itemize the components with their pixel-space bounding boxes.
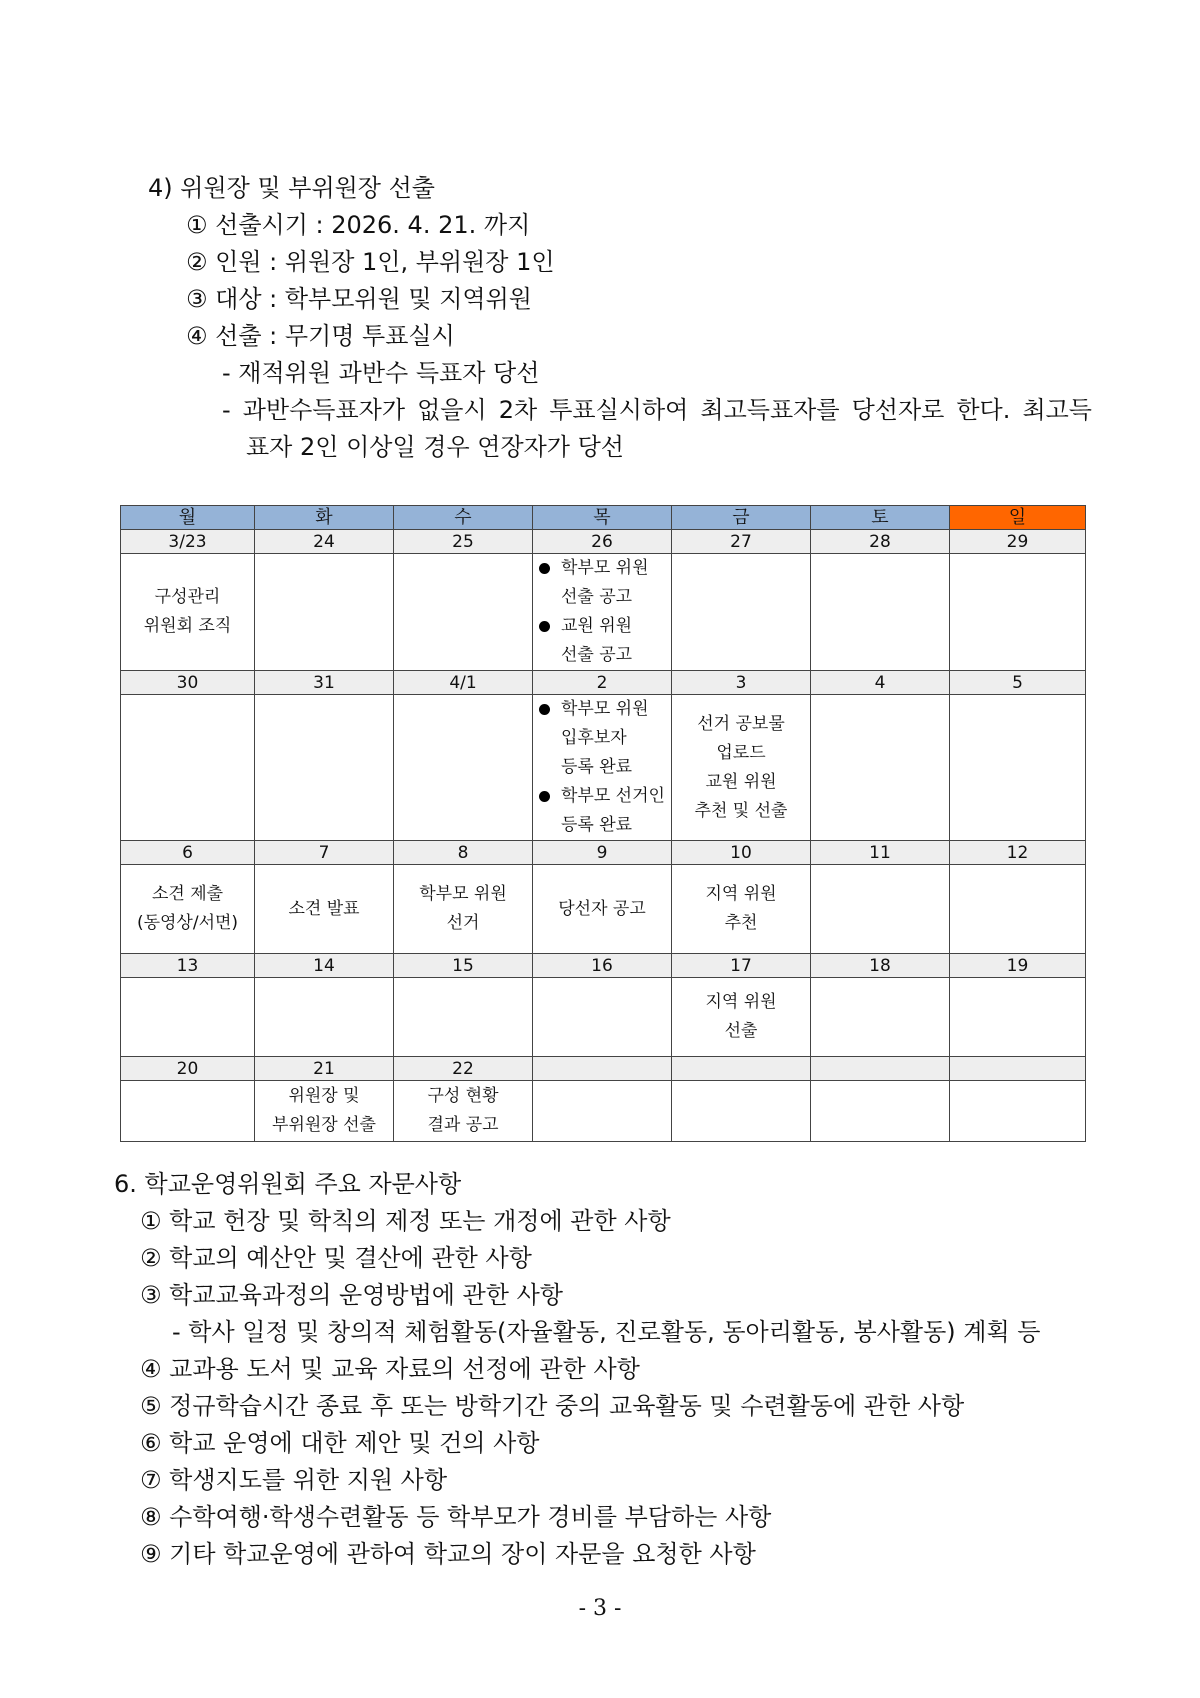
- date-cell: 7: [255, 841, 394, 865]
- date-cell: 13: [121, 954, 255, 978]
- date-cell: 30: [121, 671, 255, 695]
- weekday-mon: 월: [121, 506, 255, 530]
- event-cell: [394, 978, 533, 1057]
- bullet-icon: [539, 563, 550, 574]
- date-cell: 28: [811, 530, 950, 554]
- event-text: 위원장 및: [288, 1086, 360, 1106]
- date-cell: 11: [811, 841, 950, 865]
- section-4-item-1: ① 선출시기 : 2026. 4. 21. 까지: [186, 211, 531, 239]
- event-bullet-item: [535, 612, 669, 670]
- event-bullet-item: [535, 554, 669, 612]
- event-cell: [811, 695, 950, 841]
- event-cell: [121, 978, 255, 1057]
- event-row: [121, 554, 1086, 671]
- event-text: 학부모 위원: [561, 699, 649, 719]
- section-6-title: 6. 학교운영위원회 주요 자문사항: [114, 1170, 462, 1198]
- event-row: [121, 1081, 1086, 1142]
- event-cell: [255, 554, 394, 671]
- event-cell: [533, 1081, 672, 1142]
- advisory-item-2: ② 학교의 예산안 및 결산에 관한 사항: [140, 1244, 532, 1272]
- event-cell: [255, 1081, 394, 1142]
- event-cell: [121, 695, 255, 841]
- advisory-item-8: ⑧ 수학여행·학생수련활동 등 학부모가 경비를 부담하는 사항: [140, 1503, 772, 1531]
- event-text: 부위원장 선출: [272, 1115, 376, 1135]
- date-row: [121, 671, 1086, 695]
- event-row: [121, 695, 1086, 841]
- advisory-item-3: ③ 학교교육과정의 운영방법에 관한 사항: [140, 1281, 563, 1309]
- weekday-sat: 토: [811, 506, 950, 530]
- event-cell: [533, 865, 672, 954]
- advisory-item-3-sub: - 학사 일정 및 창의적 체험활동(자율활동, 진로활동, 동아리활동, 봉사활동) 계획 등: [172, 1318, 1041, 1346]
- date-cell: 14: [255, 954, 394, 978]
- event-text: 선거 공보물: [697, 713, 785, 734]
- event-text: 입후보자: [561, 728, 627, 748]
- event-cell: [672, 978, 811, 1057]
- event-text: 학부모 위원: [561, 558, 649, 578]
- event-cell: [533, 695, 672, 841]
- bullet-icon: [539, 621, 550, 632]
- weekday-fri: 금: [672, 506, 811, 530]
- event-text: 학부모 선거인: [561, 786, 665, 806]
- section-4-sub-2-continued: 표자 2인 이상일 경우 연장자가 당선: [246, 433, 624, 461]
- event-cell: [950, 1081, 1086, 1142]
- date-cell: 29: [950, 530, 1086, 554]
- event-text: 추천: [724, 913, 758, 933]
- event-text: 학부모 위원: [419, 884, 507, 904]
- date-cell: 10: [672, 841, 811, 865]
- date-cell: 16: [533, 954, 672, 978]
- section-4-sub-2: - 과반수득표자가 없을시 2차 투표실시하여 최고득표자를 당선자로 한다. 최고득: [222, 396, 1092, 424]
- date-cell: 6: [121, 841, 255, 865]
- event-text: (동영상/서면): [136, 913, 239, 933]
- date-row: [121, 530, 1086, 554]
- date-cell: 9: [533, 841, 672, 865]
- event-cell: [121, 865, 255, 954]
- event-text: 지역 위원: [705, 992, 777, 1012]
- date-cell: 31: [255, 671, 394, 695]
- event-cell: [950, 554, 1086, 671]
- event-cell: [672, 1081, 811, 1142]
- event-cell: [533, 978, 672, 1057]
- date-cell: 4: [811, 671, 950, 695]
- section-4-sub-1: - 재적위원 과반수 득표자 당선: [222, 359, 540, 387]
- event-cell: [255, 695, 394, 841]
- date-cell: 2: [533, 671, 672, 695]
- date-row: [121, 954, 1086, 978]
- date-cell: [533, 1057, 672, 1081]
- advisory-item-4: ④ 교과용 도서 및 교육 자료의 선정에 관한 사항: [140, 1355, 640, 1383]
- section-4-item-2: ② 인원 : 위원장 1인, 부위원장 1인: [186, 248, 555, 276]
- event-text: 선출 공고: [561, 645, 633, 665]
- event-bullet-item: [535, 782, 669, 840]
- date-cell: 18: [811, 954, 950, 978]
- date-cell: [950, 1057, 1086, 1081]
- date-cell: 5: [950, 671, 1086, 695]
- advisory-item-9: ⑨ 기타 학교운영에 관하여 학교의 장이 자문을 요청한 사항: [140, 1540, 756, 1568]
- date-cell: 24: [255, 530, 394, 554]
- date-cell: 26: [533, 530, 672, 554]
- event-cell: [672, 554, 811, 671]
- event-text: 선거: [446, 913, 480, 933]
- weekday-wed: 수: [394, 506, 533, 530]
- advisory-item-7: ⑦ 학생지도를 위한 지원 사항: [140, 1466, 448, 1494]
- event-row: [121, 865, 1086, 954]
- event-text: 등록 완료: [561, 757, 633, 777]
- event-cell: [672, 865, 811, 954]
- advisory-item-5: ⑤ 정규학습시간 종료 후 또는 방학기간 중의 교육활동 및 수련활동에 관한 사항: [140, 1392, 965, 1420]
- date-cell: [811, 1057, 950, 1081]
- event-cell: [811, 865, 950, 954]
- event-text: 소견 제출: [151, 884, 224, 904]
- page-number: - 3 -: [578, 1596, 622, 1621]
- event-cell: [394, 865, 533, 954]
- event-text: 결과 공고: [427, 1115, 499, 1135]
- bullet-icon: [539, 704, 550, 715]
- event-text: 교원 위원: [705, 771, 777, 792]
- event-row: [121, 978, 1086, 1057]
- event-cell: [394, 554, 533, 671]
- event-cell: [950, 695, 1086, 841]
- date-cell: 25: [394, 530, 533, 554]
- event-text: 구성 현황: [427, 1086, 499, 1106]
- date-cell: 17: [672, 954, 811, 978]
- event-text: 위원회 조직: [143, 616, 232, 636]
- event-text: 선출: [724, 1021, 758, 1041]
- event-cell: [394, 1081, 533, 1142]
- section-4-item-3: ③ 대상 : 학부모위원 및 지역위원: [186, 285, 532, 313]
- date-cell: 20: [121, 1057, 255, 1081]
- bullet-icon: [539, 791, 550, 802]
- event-text: 추천 및 선출: [694, 800, 788, 821]
- section-4-item-4: ④ 선출 : 무기명 투표실시: [186, 322, 455, 350]
- date-cell: 27: [672, 530, 811, 554]
- event-text: 구성관리: [154, 587, 221, 607]
- date-cell: 4/1: [394, 671, 533, 695]
- weekday-sun: 일: [950, 506, 1086, 530]
- event-text: 업로드: [716, 742, 766, 763]
- event-text: 등록 완료: [561, 815, 633, 835]
- event-text: 교원 위원: [561, 616, 633, 636]
- event-cell: [121, 1081, 255, 1142]
- event-cell: [255, 978, 394, 1057]
- date-cell: 8: [394, 841, 533, 865]
- advisory-item-6: ⑥ 학교 운영에 대한 제안 및 건의 사항: [140, 1429, 540, 1457]
- date-cell: 3/23: [121, 530, 255, 554]
- date-cell: [672, 1057, 811, 1081]
- weekday-header-row: [121, 506, 1086, 530]
- event-text: 선출 공고: [561, 587, 633, 607]
- date-cell: 21: [255, 1057, 394, 1081]
- date-cell: 12: [950, 841, 1086, 865]
- event-text: 지역 위원: [705, 884, 777, 904]
- event-cell: [394, 695, 533, 841]
- date-row: [121, 841, 1086, 865]
- event-text: 소견 발표: [288, 898, 360, 919]
- date-cell: 22: [394, 1057, 533, 1081]
- event-cell: [255, 865, 394, 954]
- event-cell: [811, 554, 950, 671]
- event-cell: [811, 978, 950, 1057]
- event-cell: [811, 1081, 950, 1142]
- election-schedule-calendar: [120, 505, 1086, 1142]
- event-cell: [533, 554, 672, 671]
- event-cell: [121, 554, 255, 671]
- date-cell: 19: [950, 954, 1086, 978]
- event-bullet-item: [535, 695, 669, 782]
- date-row: [121, 1057, 1086, 1081]
- weekday-thu: 목: [533, 506, 672, 530]
- advisory-item-1: ① 학교 헌장 및 학칙의 제정 또는 개정에 관한 사항: [140, 1207, 671, 1235]
- section-4-title: 4) 위원장 및 부위원장 선출: [148, 174, 435, 202]
- event-text: 당선자 공고: [558, 898, 646, 919]
- date-cell: 3: [672, 671, 811, 695]
- weekday-tue: 화: [255, 506, 394, 530]
- event-cell: [672, 695, 811, 841]
- event-cell: [950, 865, 1086, 954]
- event-cell: [950, 978, 1086, 1057]
- date-cell: 15: [394, 954, 533, 978]
